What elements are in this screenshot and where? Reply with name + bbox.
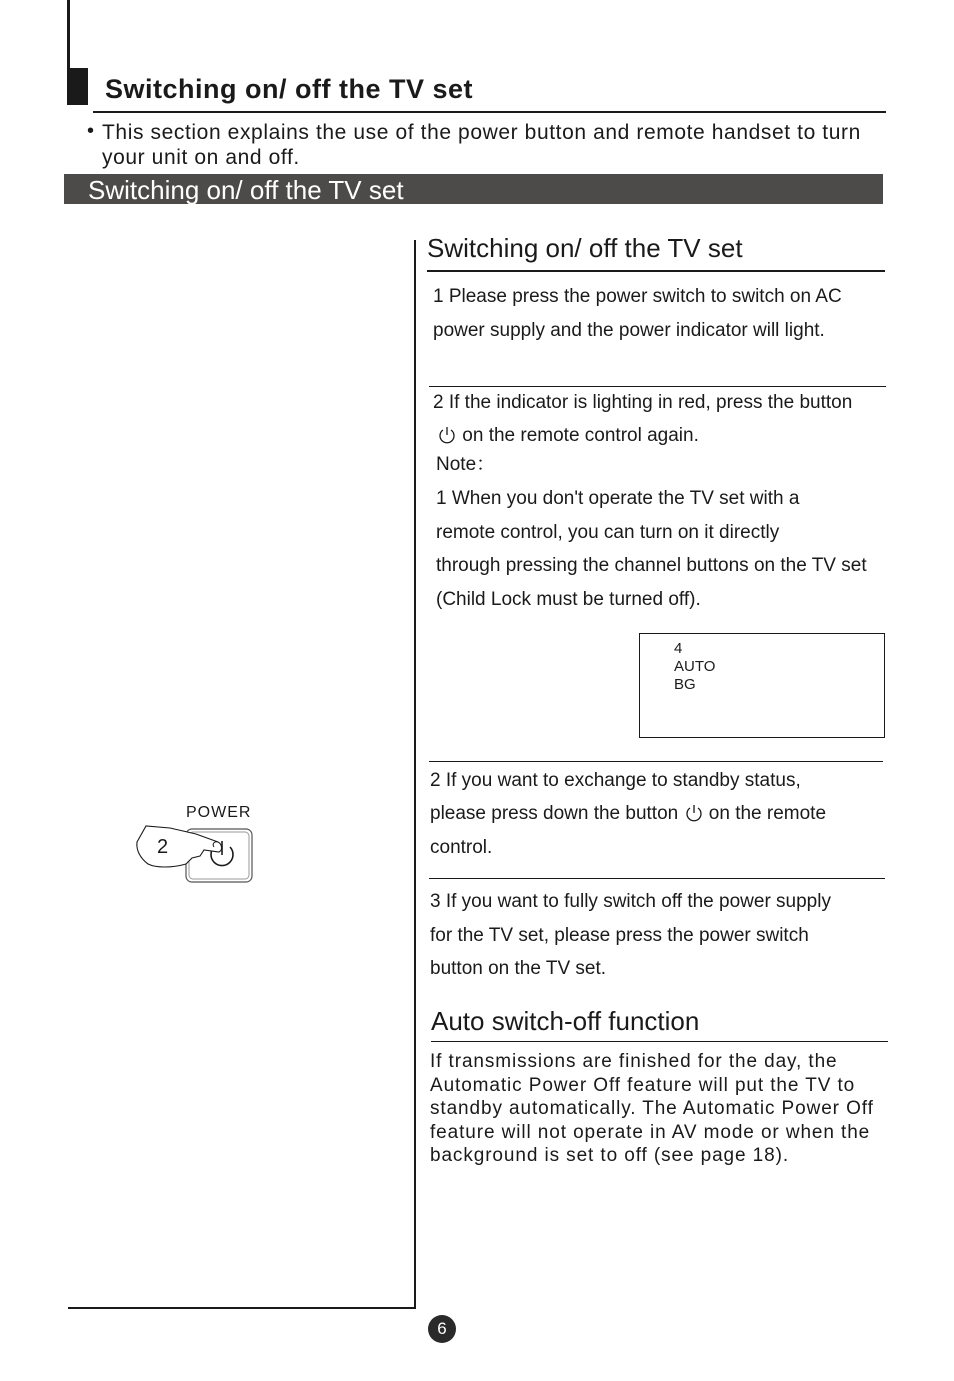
intro-bullet: • [87,120,95,142]
finger-number: 2 [157,836,169,858]
note-line4: (Child Lock must be turned off). [436,589,701,610]
osd-mode: AUTO [674,658,716,675]
auto-switch-off-title: Auto switch-off function [431,1006,700,1036]
off-line2: for the TV set, please press the power switch [430,925,809,946]
note-line3: through pressing the channel buttons on the TV set [436,555,867,576]
power-icon [684,803,704,823]
standby-line2b: on the remote [703,803,827,824]
bottom-rule [68,1307,416,1309]
off-line3: button on the TV set. [430,958,607,979]
banner-label: Switching on/ off the TV set [88,175,404,205]
intro-text: This section explains the use of the power button and remote handset to turn your unit on and off. [102,121,861,169]
standby-line3: control. [430,837,493,858]
auto-title-rule [431,1041,888,1042]
note-line1: 1 When you don't operate the TV set with a [436,488,800,509]
standby-line2 [430,797,826,831]
power-label: POWER [186,804,252,821]
step2-line1: 2 If the indicator is lighting in red, press the button [433,392,853,413]
standby-line2a: please press down the button [430,803,684,824]
page-title: Switching on/ off the TV set [105,74,473,104]
osd-system: BG [674,676,696,693]
right-section-title: Switching on/ off the TV set [427,233,743,263]
divider-2 [429,761,883,762]
section-marker [67,68,88,105]
osd-display-box [639,633,885,738]
title-rule [93,111,886,113]
note-label: Note： [436,454,496,475]
divider-3 [429,878,885,879]
step1-line1: 1 Please press the power switch to switch on AC [433,286,842,307]
note-line2: remote control, you can turn on it directly [436,522,780,543]
right-title-rule [427,270,885,272]
power-icon [437,425,457,445]
step2-line2: on the remote control again. [457,425,699,446]
step1-line2: power supply and the power indicator will light. [433,320,825,341]
standby-line1: 2 If you want to exchange to standby status, [430,770,801,791]
osd-channel: 4 [674,640,683,657]
section-banner [64,174,883,204]
column-divider [414,240,416,1309]
remote-power-button-illustration [134,822,256,884]
auto-switch-off-text: If transmissions are finished for the day, the Automatic Power Off feature will put the TV to standby automatically. The Automatic Power Off feature will not operate in AV mode or when the background is set to off (see page 18). [430,1051,874,1166]
off-line1: 3 If you want to fully switch off the power supply [430,891,831,912]
page-number: 6 [428,1315,456,1343]
